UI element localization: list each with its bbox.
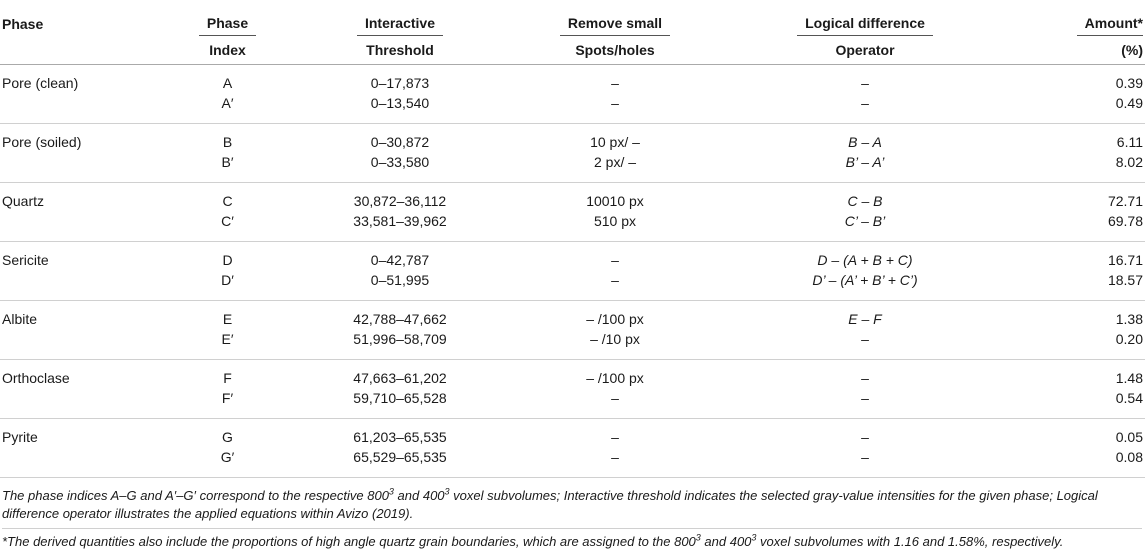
cell-amount: 6.11 — [1116, 134, 1143, 150]
cell-amount: 0.49 — [1015, 93, 1145, 124]
cell-threshold: 0–13,540 — [285, 93, 515, 124]
table-row — [0, 360, 1145, 389]
cell-remove: – /100 px — [586, 370, 644, 386]
cell-threshold: 59,710–65,528 — [285, 388, 515, 419]
table-row — [0, 65, 1145, 94]
cell-remove: 2 px/ – — [515, 152, 715, 183]
cell-phase: Pore (clean) — [2, 75, 79, 91]
table-row — [0, 419, 1145, 448]
cell-phase: Pyrite — [2, 429, 38, 445]
table-row — [0, 270, 1145, 301]
cell-remove: – — [611, 75, 619, 91]
cell-amount: 1.48 — [1115, 370, 1143, 386]
cell-amount: 1.38 — [1115, 311, 1143, 327]
table-row — [0, 124, 1145, 153]
cell-amount: 0.54 — [1015, 388, 1145, 419]
table-row — [0, 183, 1145, 212]
cell-index: B′ — [170, 152, 285, 183]
table-row — [0, 242, 1145, 271]
table-footnotes — [0, 487, 1142, 551]
cell-threshold: 51,996–58,709 — [285, 329, 515, 360]
cell-threshold: 33,581–39,962 — [285, 211, 515, 242]
cell-logical: D – (A + B + C) — [817, 252, 913, 268]
cell-index: F — [223, 370, 232, 386]
cell-remove: – — [515, 270, 715, 301]
table-row — [0, 329, 1145, 360]
cell-index: E — [222, 311, 233, 327]
cell-threshold: 0–42,787 — [370, 252, 430, 268]
cell-logical: C – B — [847, 193, 883, 209]
cell-threshold: 42,788–47,662 — [353, 311, 447, 327]
header-row-bottom — [0, 36, 1145, 65]
cell-phase: Quartz — [2, 193, 45, 209]
cell-index: A′ — [170, 93, 285, 124]
cell-phase — [0, 211, 170, 242]
cell-logical: C’ – B’ — [715, 211, 1015, 242]
cell-threshold: 65,529–65,535 — [285, 447, 515, 478]
cell-phase — [0, 329, 170, 360]
header-threshold-top: Interactive — [285, 0, 515, 36]
cell-logical: – — [715, 93, 1015, 124]
header-logical-top: Logical difference — [715, 0, 1015, 36]
cell-index: D — [222, 252, 233, 268]
cell-amount: 72.71 — [1107, 193, 1143, 209]
header-remove-top: Remove small — [515, 0, 715, 36]
cell-remove: – — [611, 252, 619, 268]
cell-remove: – /100 px — [586, 311, 644, 327]
cell-logical: – — [715, 329, 1015, 360]
footnote-1: The phase indices A–G and A′–G′ correspond to the respective $800^3$ and $400^3$ voxel subvolumes; Interactive threshold indicates the selected gray-value intensities for the given phase; Logical difference operator illustrates the applied equations within Avizo (2019). — [2, 486, 1098, 521]
cell-logical: – — [861, 429, 869, 445]
footnote-2: *The derived quantities also include the proportions of high angle quartz grain boundaries, which are assigned to the $800^3$ and $400^3$ voxel subvolumes with 1.16 and 1.58%, respectively. — [2, 528, 1142, 551]
header-row-top — [0, 0, 1145, 36]
cell-logical: D’ – (A’ + B’ + C’) — [715, 270, 1015, 301]
table-row — [0, 447, 1145, 478]
cell-index: C′ — [170, 211, 285, 242]
cell-threshold: 30,872–36,112 — [353, 193, 447, 209]
cell-amount: 16.71 — [1107, 252, 1143, 268]
header-amount-top: Amount* — [1015, 0, 1145, 36]
header-logical-bottom: Operator — [715, 36, 1015, 65]
table-row — [0, 388, 1145, 419]
cell-phase — [0, 270, 170, 301]
cell-index: B — [222, 134, 233, 150]
table-row — [0, 211, 1145, 242]
cell-logical: B – A — [848, 134, 882, 150]
cell-logical: B’ – A’ — [715, 152, 1015, 183]
header-index-bottom: Index — [170, 36, 285, 65]
cell-amount: 0.05 — [1115, 429, 1143, 445]
cell-phase: Sericite — [2, 252, 49, 268]
cell-phase: Orthoclase — [2, 370, 70, 386]
cell-amount: 0.20 — [1015, 329, 1145, 360]
cell-logical: – — [715, 388, 1015, 419]
cell-threshold: 61,203–65,535 — [353, 429, 447, 445]
cell-phase — [0, 152, 170, 183]
cell-remove: 510 px — [515, 211, 715, 242]
cell-index: A — [222, 75, 233, 91]
cell-logical: – — [861, 75, 869, 91]
cell-remove: 10 px/ – — [590, 134, 640, 150]
cell-threshold: 0–17,873 — [370, 75, 430, 91]
cell-remove: – — [515, 388, 715, 419]
cell-amount: 0.39 — [1115, 75, 1143, 91]
cell-amount: 69.78 — [1015, 211, 1145, 242]
cell-index: G — [222, 429, 233, 445]
cell-remove: – — [611, 429, 619, 445]
cell-remove: – — [515, 447, 715, 478]
cell-remove: – — [515, 93, 715, 124]
cell-amount: 8.02 — [1015, 152, 1145, 183]
cell-phase: Albite — [2, 311, 38, 327]
cell-phase — [0, 93, 170, 124]
table-body — [0, 65, 1145, 478]
cell-index: G′ — [170, 447, 285, 478]
table-row — [0, 93, 1145, 124]
cell-threshold: 0–51,995 — [285, 270, 515, 301]
cell-threshold: 0–33,580 — [285, 152, 515, 183]
cell-index: E′ — [170, 329, 285, 360]
cell-index: F′ — [170, 388, 285, 419]
table-row — [0, 301, 1145, 330]
cell-index: C — [222, 193, 233, 209]
header-amount-bottom: (%) — [1015, 36, 1145, 65]
cell-phase — [0, 388, 170, 419]
cell-threshold: 47,663–61,202 — [353, 370, 447, 386]
header-index-top: Phase — [170, 0, 285, 36]
cell-logical: – — [861, 370, 869, 386]
cell-amount: 0.08 — [1015, 447, 1145, 478]
cell-amount: 18.57 — [1015, 270, 1145, 301]
cell-remove: – /10 px — [515, 329, 715, 360]
cell-threshold: 0–30,872 — [370, 134, 430, 150]
cell-logical: – — [715, 447, 1015, 478]
cell-remove: 10010 px — [586, 193, 644, 209]
cell-index: D′ — [170, 270, 285, 301]
cell-logical: E – F — [848, 311, 882, 327]
header-threshold-bottom: Threshold — [285, 36, 515, 65]
cell-phase: Pore (soiled) — [2, 134, 82, 150]
header-remove-bottom: Spots/holes — [515, 36, 715, 65]
table-row — [0, 152, 1145, 183]
header-phase: Phase — [2, 16, 44, 32]
cell-phase — [0, 447, 170, 478]
